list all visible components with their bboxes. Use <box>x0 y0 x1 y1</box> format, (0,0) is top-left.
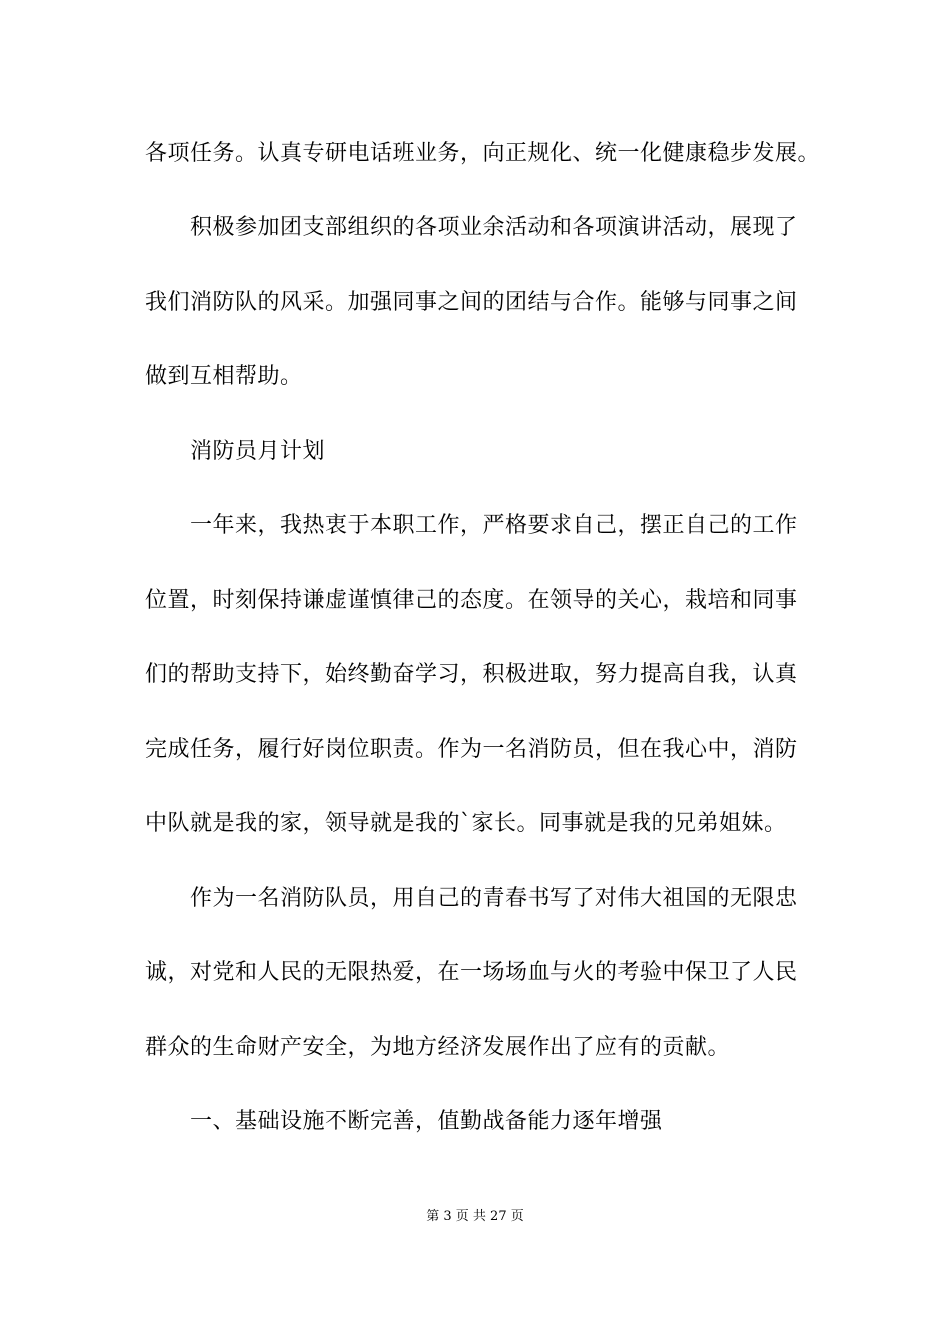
text-line: 我们消防队的风采。加强同事之间的团结与合作。能够与同事之间 <box>145 290 798 315</box>
text-line: 完成任务，履行好岗位职责。作为一名消防员，但在我心中，消防 <box>145 737 798 762</box>
text-line: 积极参加团支部组织的各项业余活动和各项演讲活动，展现了 <box>190 215 798 240</box>
text-line: 一年来，我热衷于本职工作，严格要求自己，摆正自己的工作 <box>190 513 798 538</box>
text-line: 中队就是我的家，领导就是我的`家长。同事就是我的兄弟姐妹。 <box>145 811 787 836</box>
text-line: 做到互相帮助。 <box>145 364 303 389</box>
text-line: 位置，时刻保持谦虚谨慎律己的态度。在领导的关心，栽培和同事 <box>145 588 798 613</box>
text-line: 作为一名消防队员，用自己的青春书写了对伟大祖国的无限忠 <box>190 886 798 911</box>
section-heading: 消防员月计划 <box>190 439 326 464</box>
text-line: 们的帮助支持下，始终勤奋学习，积极进取，努力提高自我，认真 <box>145 662 798 687</box>
page-number-footer: 第 3 页 共 27 页 <box>426 1209 524 1224</box>
text-line: 各项任务。认真专研电话班业务，向正规化、统一化健康稳步发展。 <box>145 141 821 166</box>
text-line: 群众的生命财产安全，为地方经济发展作出了应有的贡献。 <box>145 1035 731 1060</box>
section-heading: 一、基础设施不断完善，值勤战备能力逐年增强 <box>190 1109 663 1134</box>
text-line: 诚，对党和人民的无限热爱，在一场场血与火的考验中保卫了人民 <box>145 960 798 985</box>
